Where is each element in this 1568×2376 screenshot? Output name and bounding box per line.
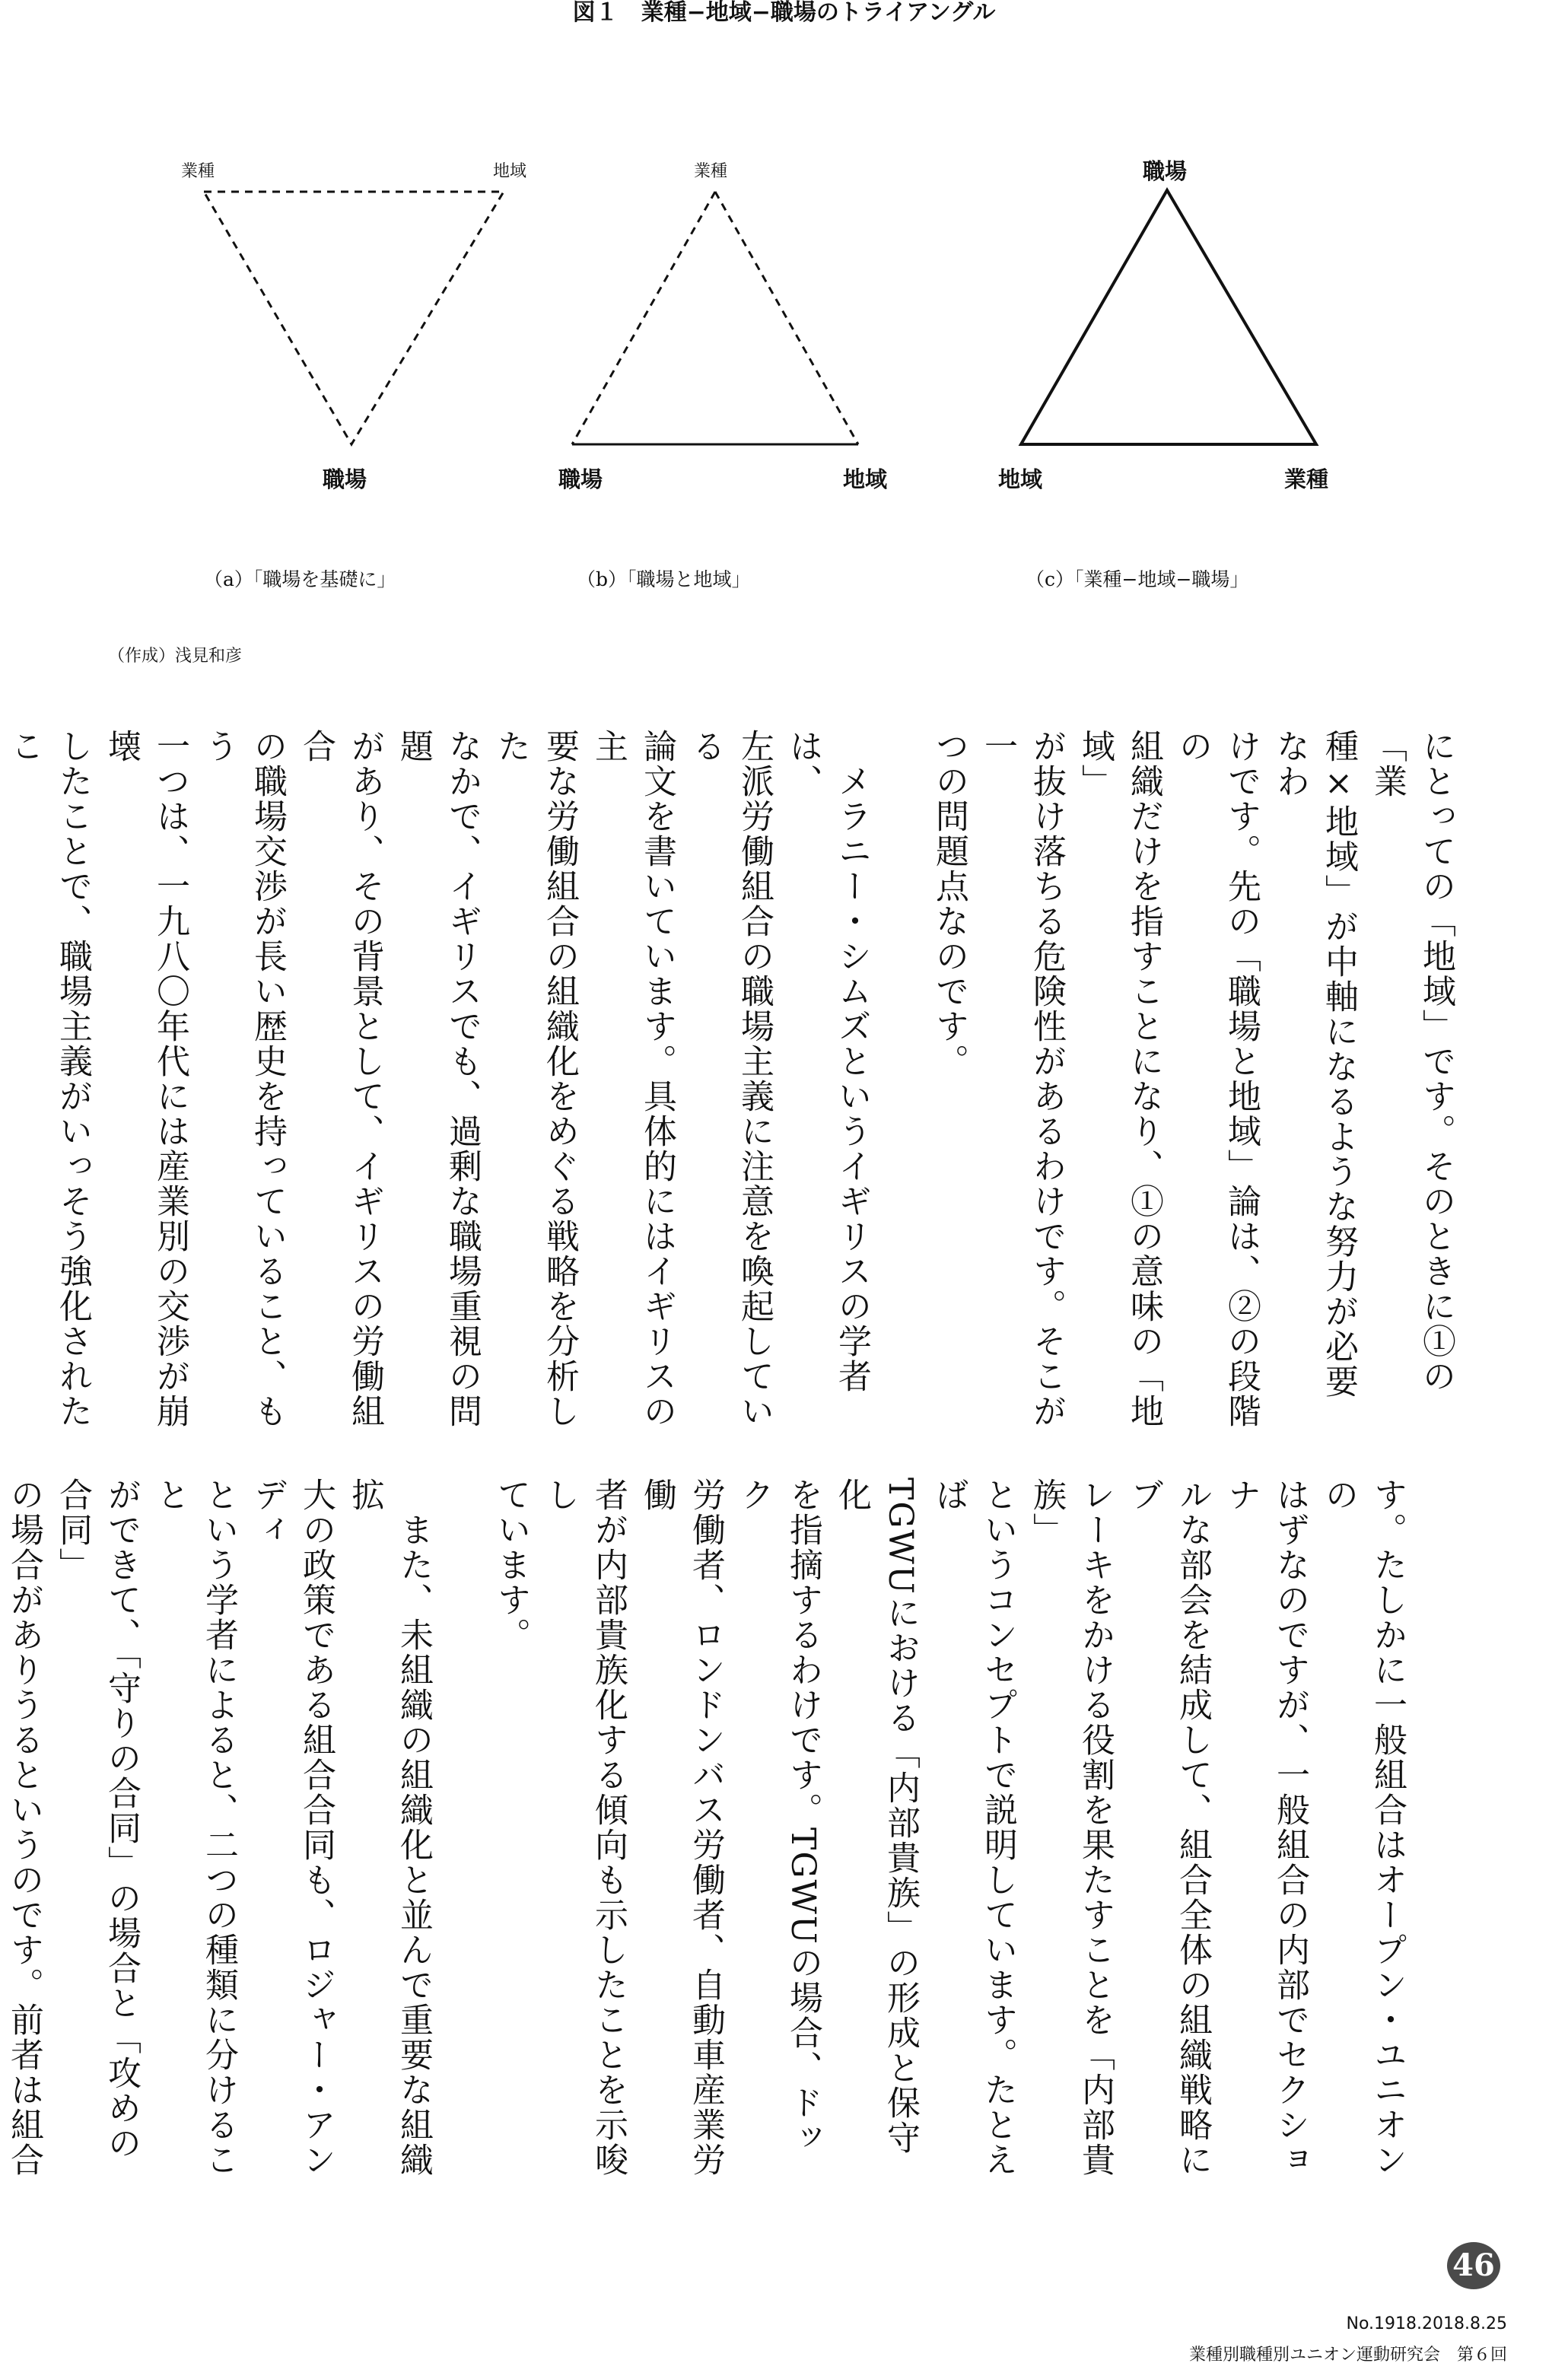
triangle-b-label-chiiki: 地域 — [843, 466, 888, 492]
triangle-a-shape — [204, 192, 504, 444]
triangle-c-label-gyoshu: 業種 — [1284, 466, 1329, 492]
upper-paragraph-2: メラニー・シムズというイギリスの学者は、 左派労働組合の職場主義に注意を喚起している 論文を書いています。具体的にはイギリスの主 要な労働組合の組織化をめぐる戦略を分析した なかで、イギリスでも、過剰な職場重視の問題 があり、その背景として、イギリスの労働組合 の職場交渉が長い歴史を持っていること、もう 一つは、一九八〇年代には産業別の交渉が崩壊 したことで、職場主義がいっそう強化されたこ — [5, 729, 871, 1429]
triangle-c-label-shokuba: 職場 — [1143, 158, 1188, 184]
figure-title: 図１ 業種−地域−職場のトライアングル — [572, 0, 996, 26]
triangle-c-label-chiiki: 地域 — [998, 466, 1043, 492]
triangle-a-caption: （a）「職場を基礎に」 — [204, 568, 396, 590]
triangle-b-label-shokuba: 職場 — [558, 466, 603, 492]
triangle-c-shape — [1021, 190, 1316, 444]
figure-credit: （作成）浅見和彦 — [108, 647, 243, 666]
lower-text-block — [0, 1477, 1509, 2177]
triangle-b-right-side — [715, 192, 858, 444]
lower-paragraph-2: また、未組織の組織化と並んで重要な組織拡 大の政策である組合合同も、ロジャー・アンディ という学者によると、二つの種類に分けること ができて、「守りの合同」の場合と「攻めの合同」 の場合がありうるというのです。前者は組合 — [5, 1477, 433, 2177]
triangle-a-label-shokuba: 職場 — [323, 466, 367, 492]
upper-paragraph-1: にとっての「地域」です。そのときに①の「業 種×地域」が中軸になるような努力が必要なわ けです。先の「職場と地域」論は、②の段階の 組織だけを指すことになり、①の意味の「地域」 が抜け落ちる危険性があるわけです。そこが一 つの問題点なのです。 — [930, 729, 1455, 1429]
triangle-b-caption: （b）「職場と地域」 — [577, 568, 751, 590]
triangle-a-label-chiiki: 地域 — [493, 162, 527, 181]
triangle-c-caption: （c）「業種−地域−職場」 — [1026, 568, 1249, 590]
page-number: 46 — [1447, 2242, 1500, 2289]
footer-series: 業種別職種別ユニオン運動研究会 第６回 — [1188, 2346, 1507, 2365]
lower-paragraph-1: す。たしかに一般組合はオープン・ユニオンの はずなのですが、一般組合の内部でセクショナ ルな部会を結成して、組合全体の組織戦略にブ レーキをかける役割を果たすことを「内部貴族」 というコンセプトで説明しています。たとえば TGWUにおける「内部貴族」の形成と保守化 を指摘するわけです。TGWUの場合、ドック 労働者、ロンドンバス労働者、自動車産業労働 者が内部貴族化する傾向も示したことを示唆し ています。 — [491, 1477, 1407, 2177]
triangle-a-label-gyoshu: 業種 — [181, 162, 215, 181]
upper-text-block — [0, 729, 1509, 1429]
footer-issue: No.1918.2018.8.25 — [1346, 2314, 1507, 2333]
triangle-diagrams — [0, 137, 1568, 517]
triangle-b-label-gyoshu: 業種 — [694, 162, 728, 181]
triangle-b-left-side — [572, 192, 715, 444]
